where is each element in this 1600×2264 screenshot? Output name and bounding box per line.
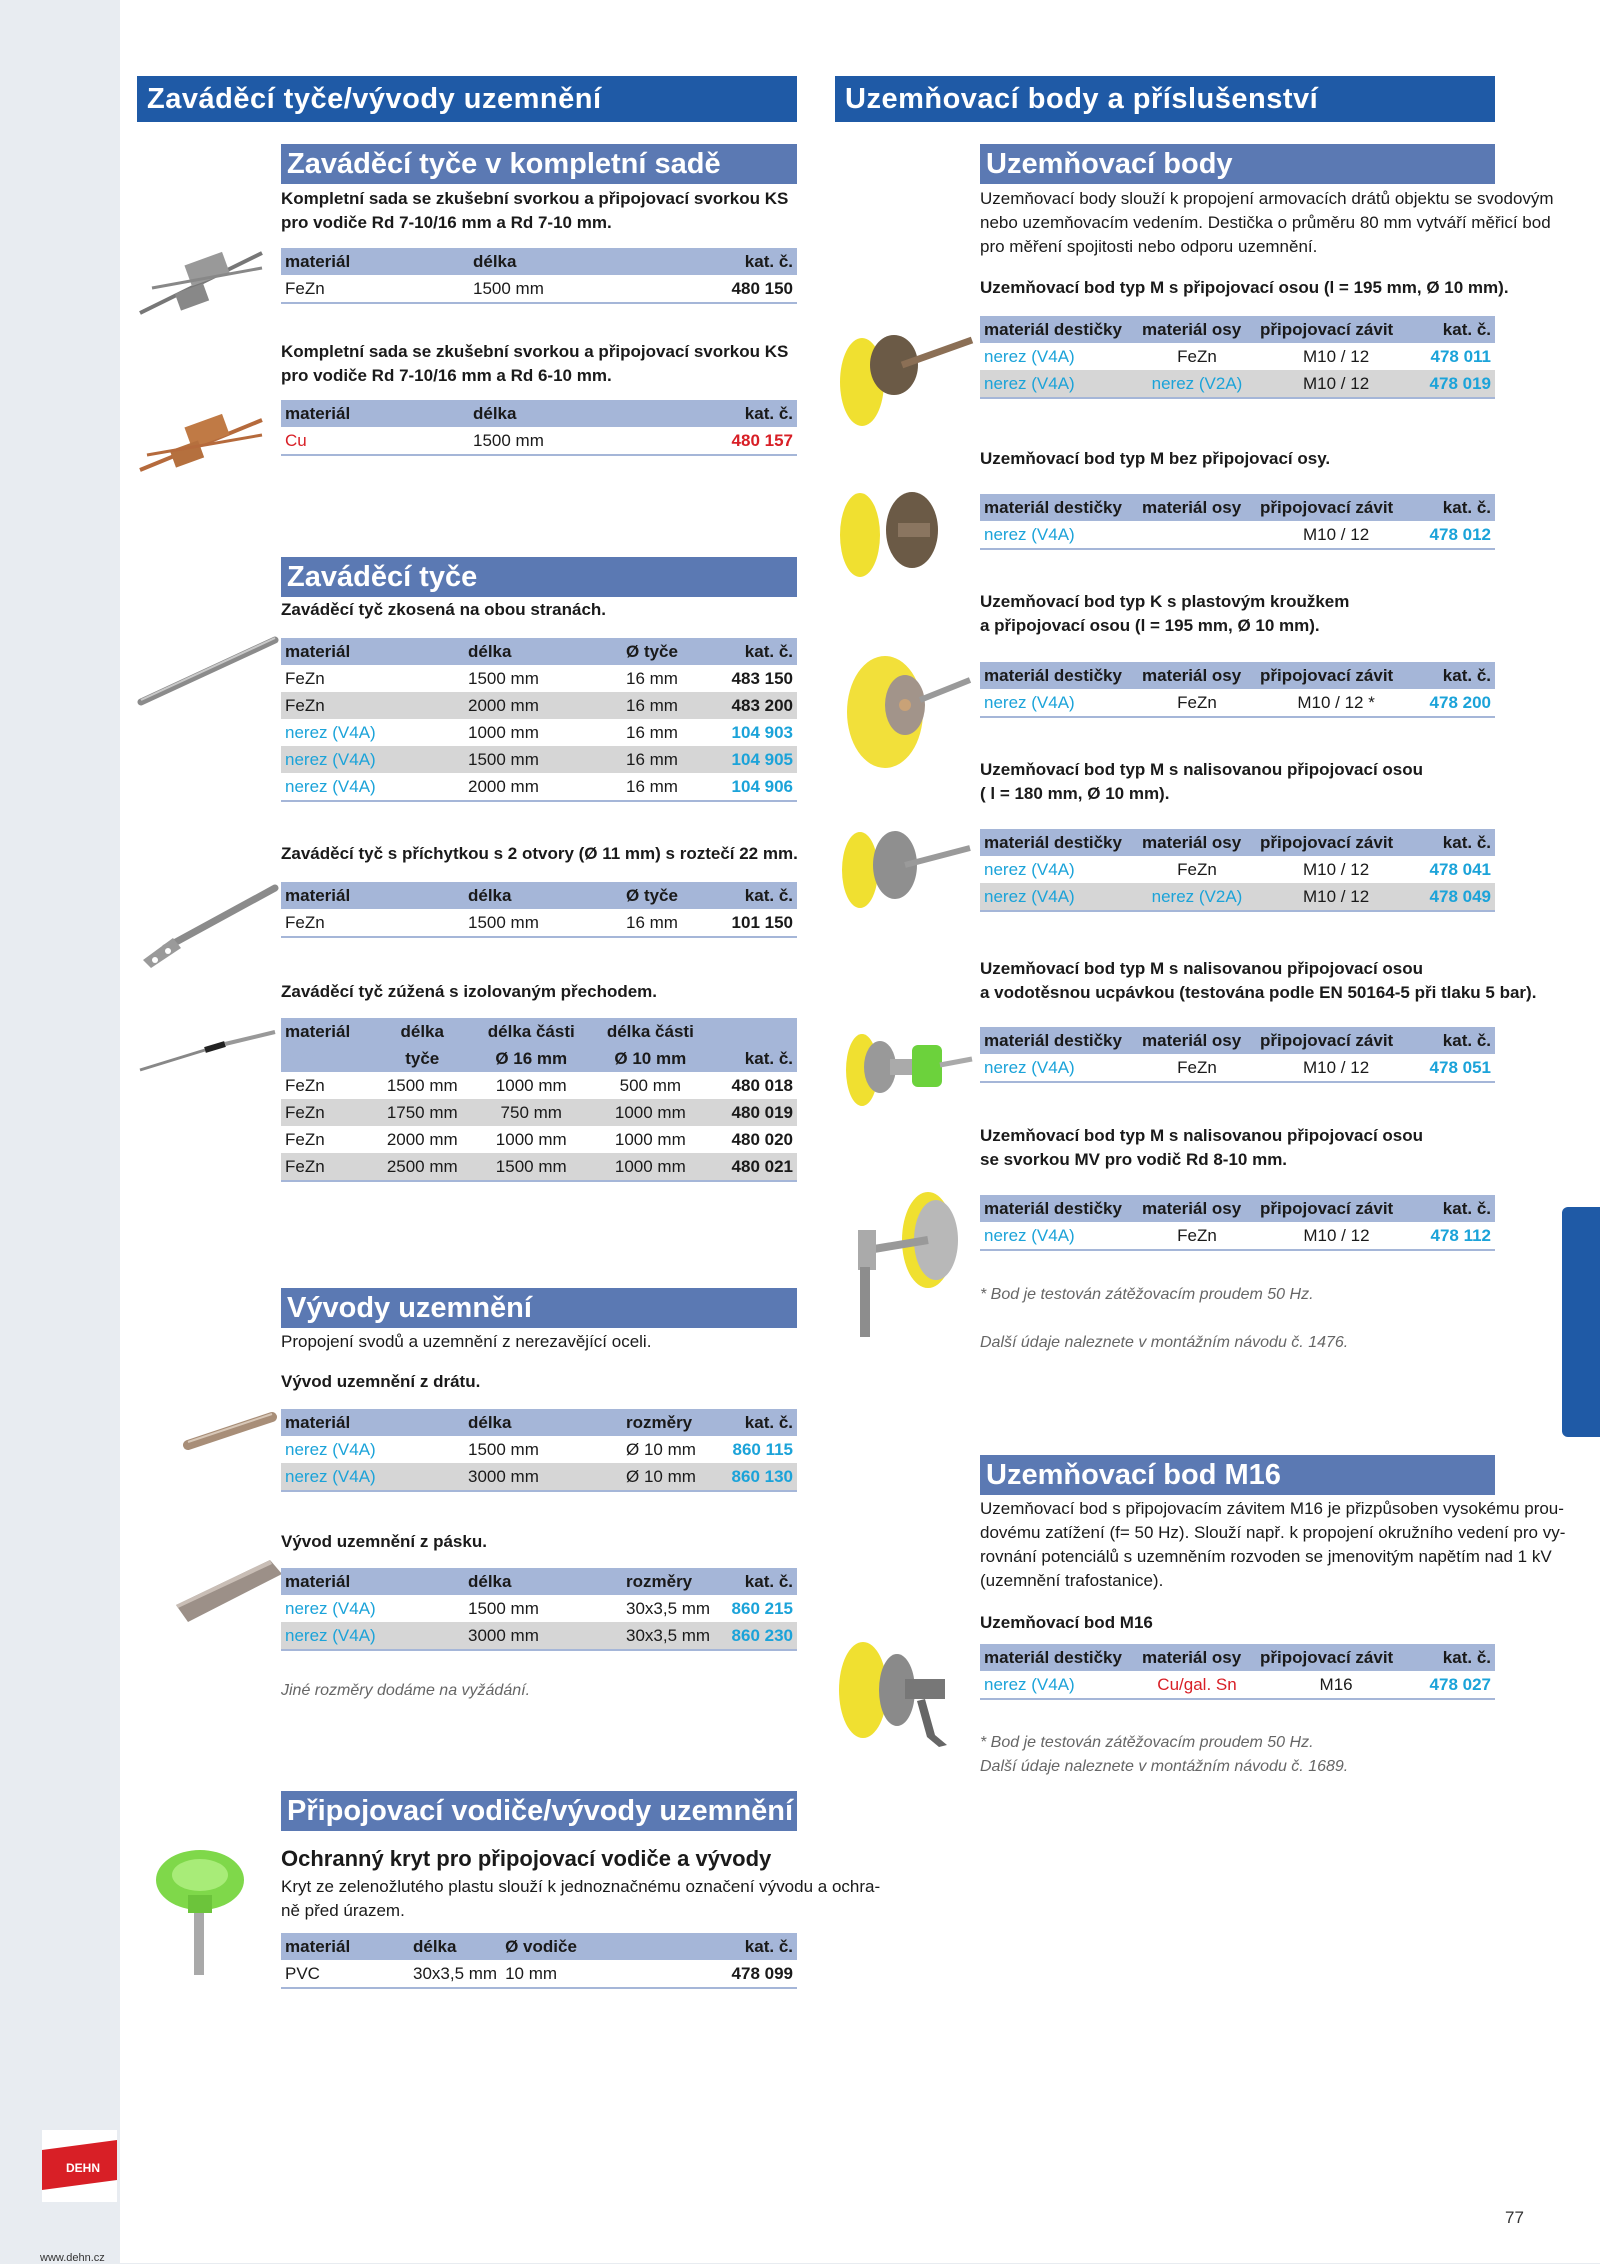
conductors-header: Připojovací vodiče/vývody uzemnění <box>281 1791 797 1831</box>
earthing-point-k-image <box>840 650 975 770</box>
kit-desc-2: Kompletní sada se zkušební svorkou a připojovací svorkou KS pro vodiče Rd 7-10/16 mm a Rd 6-10 mm. <box>281 342 789 385</box>
table-row: nerez (V4A) 1500 mm 30x3,5 mm 860 215 <box>285 1598 793 1618</box>
m16-sub: Uzemňovací bod M16 <box>980 1613 1153 1632</box>
conductors-table: materiál délka Ø vodiče kat. č. PVC 30x3,5 mm 10 mm 478 099 <box>281 1933 797 1989</box>
table-row: nerez (V4A) nerez (V2A) M10 / 12 478 019 <box>980 370 1495 398</box>
wire-outlet-image <box>180 1405 280 1455</box>
protective-cap-image <box>150 1840 250 1980</box>
m16-note-1: * Bod je testován zátěžovacím proudem 50 Hz. <box>980 1734 1314 1751</box>
table-row: nerez (V4A) 1500 mm Ø 10 mm 860 115 <box>285 1439 793 1459</box>
outlets-desc-2: Vývod uzemnění z drátu. <box>281 1372 481 1391</box>
earthing-point-m16-image <box>835 1635 975 1760</box>
earthing-point-m-clamp-image <box>848 1185 963 1345</box>
table-row: nerez (V4A) FeZn M10 / 12 478 051 <box>980 1054 1495 1082</box>
table-row: FeZn 1500 mm 480 150 <box>281 275 797 303</box>
points-sub-3: Uzemňovací bod typ K s plastovým kroužkem a připojovací osou (l = 195 mm, Ø 10 mm). <box>980 592 1350 635</box>
page-number: 77 <box>1505 2208 1524 2227</box>
tapered-rod-image <box>135 1028 280 1078</box>
table-row: nerez (V4A) FeZn M10 / 12 * 478 200 <box>980 689 1495 717</box>
points-sub-4: Uzemňovací bod typ M s nalisovanou připojovací osou ( l = 180 mm, Ø 10 mm). <box>980 760 1424 803</box>
conductors-title: Ochranný kryt pro připojovací vodiče a vývody <box>281 1846 772 1871</box>
rods-desc-3: Zaváděcí tyč zúžená s izolovaným přechodem. <box>281 982 658 1001</box>
rods-desc-2: Zaváděcí tyč s příchytkou s 2 otvory (Ø 11 mm) s roztečí 22 mm. <box>281 844 798 863</box>
table-row: nerez (V4A) M10 / 12 478 012 <box>980 521 1495 549</box>
table-row: FeZn 1500 mm 16 mm 483 150 <box>285 668 793 688</box>
table-row: PVC 30x3,5 mm 10 mm 478 099 <box>281 1960 797 1988</box>
points-table-2: materiál destičky materiál osy připojovací závit kat. č. nerez (V4A) M10 / 12 478 012 <box>980 494 1495 550</box>
table-row: FeZn 1500 mm 16 mm 101 150 <box>281 909 797 937</box>
points-sub-1: Uzemňovací bod typ M s připojovací osou (l = 195 mm, Ø 10 mm). <box>980 278 1509 297</box>
table-row: FeZn 1750 mm 750 mm 1000 mm 480 019 <box>281 1099 797 1126</box>
rods-table-3: materiál délka délka části délka části tyče tyče Ø 16 mm Ø 10 mm kat. č. FeZn 1500 mm 1000 mm 500 mm 480 018 FeZn 1750 mm 750 mm 1000 mm 480 019 FeZn 2000 mm 1000 mm 1000 mm 480 020 FeZn 2500 mm 1500 mm 1000 mm 480 021 <box>281 1018 797 1182</box>
m16-title: Uzemňovací bod M16 <box>980 1455 1495 1495</box>
earthing-point-m-pressed-image <box>835 820 975 920</box>
table-row: nerez (V4A) Cu/gal. Sn M16 478 027 <box>980 1671 1495 1699</box>
lead-in-rod-bracket-image <box>135 868 280 968</box>
dehn-logo <box>42 2130 117 2202</box>
table-row: nerez (V4A) FeZn M10 / 12 478 041 <box>984 859 1491 879</box>
kit-desc-1: Kompletní sada se zkušební svorkou a připojovací svorkou KS pro vodiče Rd 7-10/16 mm a Rd 7-10 mm. <box>281 189 789 232</box>
points-title: Uzemňovací body <box>980 144 1495 184</box>
test-clamp-kit-fezn-image <box>132 228 272 318</box>
table-row: Cu 1500 mm 480 157 <box>281 427 797 455</box>
test-clamp-kit-cu-image <box>132 395 272 475</box>
rods-title: Zaváděcí tyče <box>281 557 797 597</box>
rods-table-1: materiál délka Ø tyče kat. č. FeZn 1500 mm 16 mm 483 150 FeZn 2000 mm 16 mm 483 200 nerez (V4A) 1000 mm 16 mm 104 903 nerez (V4A) 1500 mm 16 mm 104 905 nerez (V4A) 2000 mm 16 mm 104 906 <box>281 638 797 802</box>
earthing-point-m-axis-image <box>832 320 977 430</box>
m16-desc: Uzemňovací bod s připojovacím závitem M16 je přizpůsoben vysokému prou- dovému zatížení (f= 50 Hz). Slouží např. k propojení okružního vedení pro vy- rovnání potenciálů s uzemněním rozvoden se jmenovitým napětím nad 1 kV (uzemnění trafostanice). <box>980 1499 1566 1590</box>
chapter-tab <box>1562 1207 1600 1437</box>
left-margin-bar <box>0 0 120 2263</box>
points-table-5: materiál destičky materiál osy připojovací závit kat. č. nerez (V4A) FeZn M10 / 12 478 051 <box>980 1027 1495 1083</box>
outlets-desc-3: Vývod uzemnění z pásku. <box>281 1532 487 1551</box>
kit-title: Zaváděcí tyče v kompletní sadě <box>281 144 797 184</box>
table-row: nerez (V4A) FeZn M10 / 12 478 011 <box>984 346 1491 366</box>
table-row: FeZn 1500 mm 1000 mm 500 mm 480 018 <box>285 1075 793 1095</box>
table-row: nerez (V4A) 1000 mm 16 mm 104 903 <box>285 722 793 742</box>
points-table-3: materiál destičky materiál osy připojovací závit kat. č. nerez (V4A) FeZn M10 / 12 * 478 200 <box>980 662 1495 718</box>
kit-table-1: materiál délka kat. č. FeZn 1500 mm 480 150 <box>281 248 797 304</box>
website-url: www.dehn.cz <box>40 2252 105 2264</box>
outlets-table-2: materiál délka rozměry kat. č. nerez (V4A) 1500 mm 30x3,5 mm 860 215 nerez (V4A) 3000 mm 30x3,5 mm 860 230 <box>281 1568 797 1651</box>
table-row: nerez (V4A) 2000 mm 16 mm 104 906 <box>281 773 797 801</box>
rods-desc-1: Zaváděcí tyč zkosená na obou stranách. <box>281 600 607 619</box>
right-section-header: Uzemňovací body a příslušenství <box>835 76 1495 122</box>
earthing-point-m-image <box>832 485 967 580</box>
lead-in-rod-image <box>135 630 280 710</box>
table-row: FeZn 2000 mm 1000 mm 1000 mm 480 020 <box>285 1129 793 1149</box>
outlets-desc-1: Propojení svodů a uzemnění z nerezavějící oceli. <box>281 1332 652 1351</box>
m16-table: materiál destičky materiál osy připojovací závit kat. č. nerez (V4A) Cu/gal. Sn M16 478 027 <box>980 1644 1495 1700</box>
outlets-table-1: materiál délka rozměry kat. č. nerez (V4A) 1500 mm Ø 10 mm 860 115 nerez (V4A) 3000 mm Ø 10 mm 860 130 <box>281 1409 797 1492</box>
table-row: nerez (V4A) nerez (V2A) M10 / 12 478 049 <box>980 883 1495 911</box>
points-table-4: materiál destičky materiál osy připojovací závit kat. č. nerez (V4A) FeZn M10 / 12 478 041 nerez (V4A) nerez (V2A) M10 / 12 478 049 <box>980 829 1495 912</box>
svg-text:DEHN: DEHN <box>66 2161 101 2175</box>
table-row: nerez (V4A) FeZn M10 / 12 478 112 <box>980 1222 1495 1250</box>
left-section-header: Zaváděcí tyče/vývody uzemnění <box>137 76 797 122</box>
points-table-6: materiál destičky materiál osy připojovací závit kat. č. nerez (V4A) FeZn M10 / 12 478 112 <box>980 1195 1495 1251</box>
table-row: nerez (V4A) 1500 mm 16 mm 104 905 <box>281 746 797 773</box>
outlets-title: Vývody uzemnění <box>281 1288 797 1328</box>
table-row: nerez (V4A) 3000 mm 30x3,5 mm 860 230 <box>281 1622 797 1650</box>
points-note-2: Další údaje naleznete v montážním návodu č. 1476. <box>980 1334 1349 1351</box>
points-note-1: * Bod je testován zátěžovacím proudem 50 Hz. <box>980 1286 1314 1303</box>
kit-table-2: materiál délka kat. č. Cu 1500 mm 480 157 <box>281 400 797 456</box>
points-sub-2: Uzemňovací bod typ M bez připojovací osy. <box>980 449 1331 468</box>
strip-outlet-image <box>170 1550 285 1630</box>
points-table-1: materiál destičky materiál osy připojovací závit kat. č. nerez (V4A) FeZn M10 / 12 478 011 nerez (V4A) nerez (V2A) M10 / 12 478 019 <box>980 316 1495 399</box>
table-row: nerez (V4A) 3000 mm Ø 10 mm 860 130 <box>281 1463 797 1491</box>
m16-note-2: Další údaje naleznete v montážním návodu č. 1689. <box>980 1758 1349 1775</box>
points-intro: Uzemňovací body slouží k propojení armovacích drátů objektu se svodovým nebo uzemňovacím vedením. Destička o průměru 80 mm vytváří měřicí bod pro měření spojitosti nebo odporu uzemnění. <box>980 189 1554 256</box>
outlets-note: Jiné rozměry dodáme na vyžádání. <box>281 1682 531 1699</box>
table-row: FeZn 2500 mm 1500 mm 1000 mm 480 021 <box>281 1153 797 1181</box>
table-row: FeZn 2000 mm 16 mm 483 200 <box>281 692 797 719</box>
rods-table-2: materiál délka Ø tyče kat. č. FeZn 1500 mm 16 mm 101 150 <box>281 882 797 938</box>
conductors-desc: Kryt ze zelenožlutého plastu slouží k jednoznačnému označení vývodu a ochra- ně před úrazem. <box>281 1877 881 1920</box>
earthing-point-m-gland-image <box>840 1015 975 1115</box>
points-sub-6: Uzemňovací bod typ M s nalisovanou připojovací osou se svorkou MV pro vodič Rd 8-10 mm. <box>980 1126 1424 1169</box>
points-sub-5: Uzemňovací bod typ M s nalisovanou připojovací osou a vodotěsnou ucpávkou (testována podle EN 50164-5 při tlaku 5 bar). <box>980 959 1537 1002</box>
